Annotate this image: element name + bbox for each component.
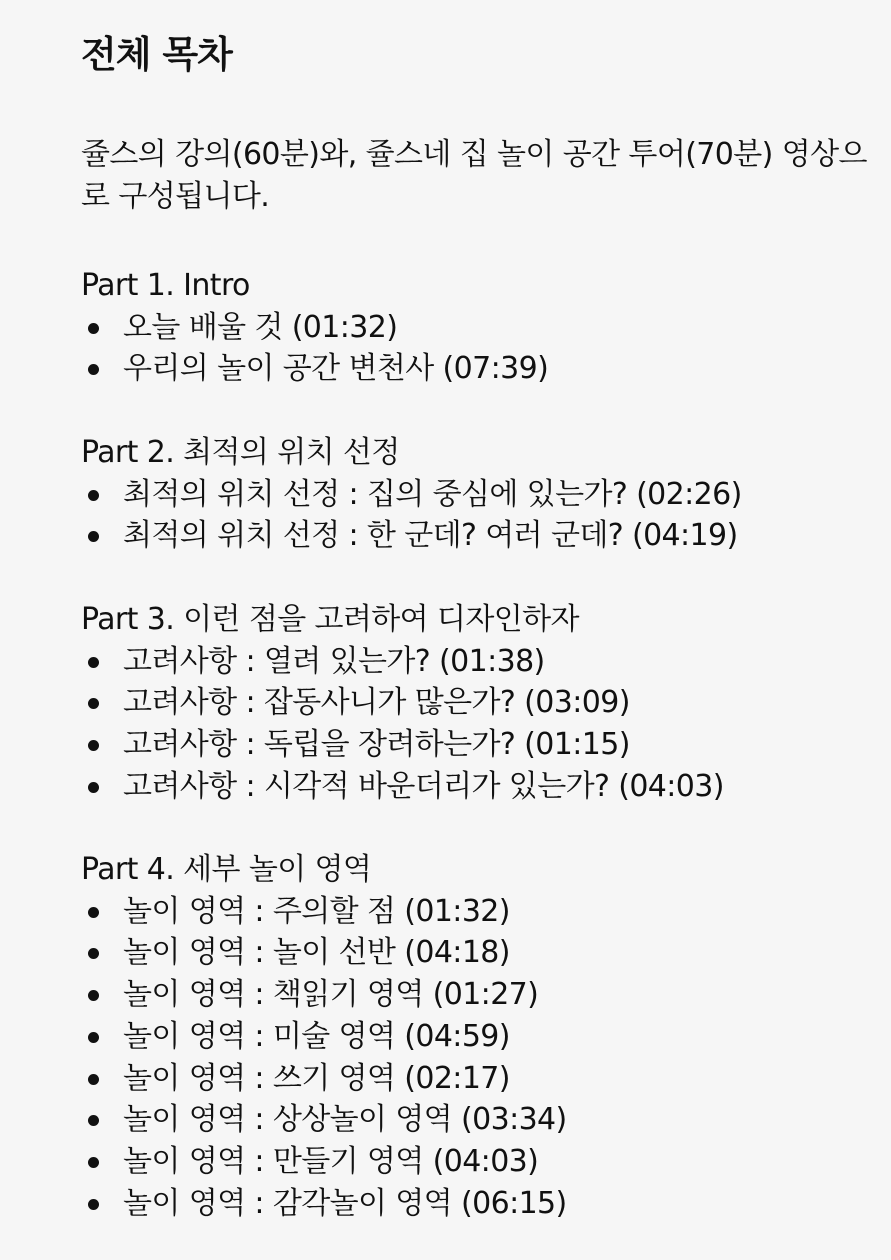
list-item (81, 307, 881, 349)
part-3-section (81, 599, 881, 808)
list-item-label: 놀이 영역 : 상상놀이 영역 (03:34) (123, 1102, 567, 1138)
part-3-title: Part 3. 이런 점을 고려하여 디자인하자 (81, 602, 579, 637)
list-item-label: 최적의 위치 선정 : 집의 중심에 있는가? (02:26) (123, 476, 742, 512)
bullet-icon (88, 907, 99, 918)
part-4-list (81, 891, 881, 1225)
list-item-label: 고려사항 : 시각적 바운더리가 있는가? (04:03) (123, 768, 724, 804)
list-item (81, 515, 881, 557)
list-item (81, 474, 881, 516)
list-item (81, 1141, 881, 1183)
bullet-icon (88, 364, 99, 375)
part-4-title: Part 4. 세부 놀이 영역 (81, 852, 372, 887)
list-item-label: 놀이 영역 : 만들기 영역 (04:03) (123, 1143, 539, 1179)
bullet-icon (88, 698, 99, 709)
part-2-title: Part 2. 최적의 위치 선정 (81, 435, 400, 470)
list-item (81, 932, 881, 974)
list-item-label: 놀이 영역 : 책읽기 영역 (01:27) (123, 977, 539, 1013)
part-2-list (81, 474, 881, 557)
bullet-icon (88, 323, 99, 334)
list-item (81, 348, 881, 390)
page-title: 전체 목차 (81, 33, 232, 76)
list-item (81, 1016, 881, 1058)
list-item-label: 오늘 배울 것 (01:32) (123, 309, 398, 345)
list-item-label: 고려사항 : 독립을 장려하는가? (01:15) (123, 727, 630, 763)
bullet-icon (88, 1115, 99, 1126)
part-4-section (81, 849, 881, 1224)
list-item (81, 1183, 881, 1225)
list-item (81, 1058, 881, 1100)
list-item-label: 우리의 놀이 공간 변천사 (07:39) (123, 351, 549, 387)
bullet-icon (88, 657, 99, 668)
bullet-icon (88, 1157, 99, 1168)
list-item-label: 놀이 영역 : 주의할 점 (01:32) (123, 893, 510, 929)
bullet-icon (88, 1074, 99, 1085)
list-item (81, 1099, 881, 1141)
list-item (81, 641, 881, 683)
list-item (81, 891, 881, 933)
intro-text: 쥴스의 강의(60분)와, 쥴스네 집 놀이 공간 투어(70분) 영상으로 구성됩니다. (81, 137, 867, 214)
bullet-icon (88, 1032, 99, 1043)
part-3-list (81, 641, 881, 808)
list-item-label: 고려사항 : 잡동사니가 많은가? (03:09) (123, 685, 630, 721)
bullet-icon (88, 531, 99, 542)
list-item-label: 고려사항 : 열려 있는가? (01:38) (123, 643, 545, 679)
bullet-icon (88, 990, 99, 1001)
part-1-list (81, 307, 881, 390)
list-item (81, 974, 881, 1016)
part-2-section (81, 432, 881, 557)
list-item (81, 724, 881, 766)
list-item (81, 682, 881, 724)
list-item (81, 766, 881, 808)
list-item-label: 놀이 영역 : 쓰기 영역 (02:17) (123, 1060, 510, 1096)
bullet-icon (88, 490, 99, 501)
part-1-title: Part 1. Intro (81, 268, 250, 303)
part-1-section (81, 265, 881, 390)
bullet-icon (88, 782, 99, 793)
list-item-label: 최적의 위치 선정 : 한 군데? 여러 군데? (04:19) (123, 518, 738, 554)
bullet-icon (88, 740, 99, 751)
bullet-icon (88, 948, 99, 959)
list-item-label: 놀이 영역 : 미술 영역 (04:59) (123, 1018, 510, 1054)
list-item-label: 놀이 영역 : 놀이 선반 (04:18) (123, 935, 510, 971)
bullet-icon (88, 1199, 99, 1210)
list-item-label: 놀이 영역 : 감각놀이 영역 (06:15) (123, 1185, 567, 1221)
